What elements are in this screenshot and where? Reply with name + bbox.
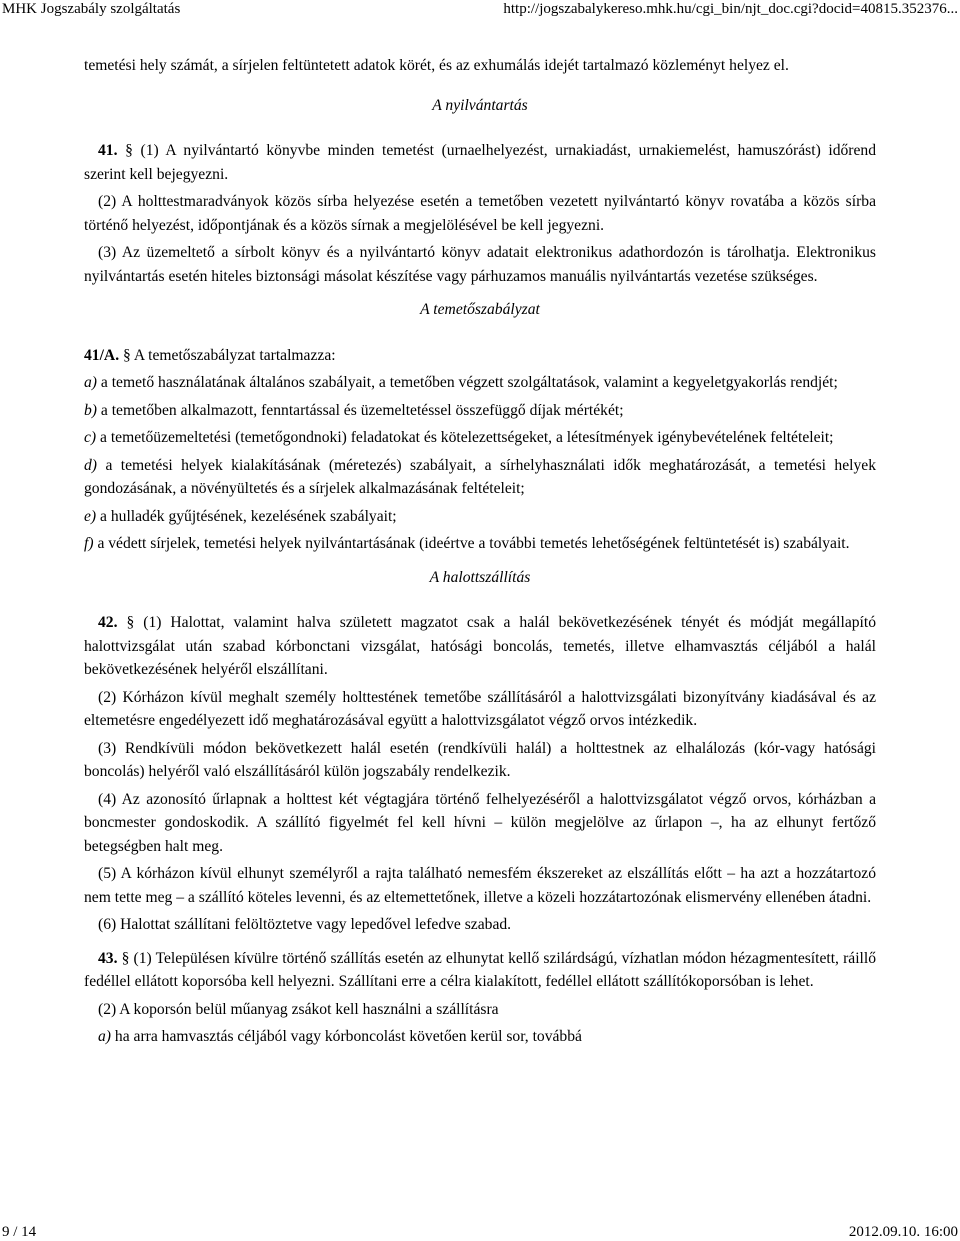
section-number-43: 43.	[98, 949, 118, 967]
list-item-text: a hulladék gyűjtésének, kezelésének szabályait;	[100, 507, 397, 525]
section-41a-intro	[84, 344, 876, 368]
list-item-text: a temető használatának általános szabályait, a temetőben végzett szolgáltatások, valamint a kegyeletgyakorlás rendjét;	[100, 374, 838, 391]
list-item-text: a temetési helyek kialakításának (méretezés) szabályait, a sírhelyhasználati idők meghatározását, a temetési helyek gondozásának, a növényültetés és a sírjelek alkalmazásának feltételeit;	[84, 456, 876, 497]
list-item-text: a védett sírjelek, temetési helyek nyilvántartásának (ideértve a további temetés lehetőségének feltüntetését is) szabályait.	[97, 535, 850, 552]
section-42-para-2: (2) Kórházon kívül meghalt személy holttestének temetőbe szállításáról a halottvizsgálati bizonyítvány kiadásával és az eltemetésre engedélyezett idő meghatározásával együtt a halottvizsgálatot végző orvos intézkedik.	[84, 688, 876, 729]
section-42-text-1: § (1) Halottat, valamint halva született magzatot csak a halál bekövetkezésének tényét és módját megállapító halottvizsgálat után szabad kórbonctani vizsgálat, hatósági boncolás, temetés, illetve elhamvasztás céljából a halál bekövetkezésének helyéről elszállítani.	[84, 614, 876, 678]
section-43-para-1	[84, 947, 876, 994]
section-41-para-2: (2) A holttestmaradványok közös sírba helyezése esetén a temetőben vezetett nyilvántartó könyv rovatába a közös sírba történő helyezést, időpontjának és a közös sírnak a megjelölésével be kell jegyezni.	[84, 193, 876, 234]
list-item-text: a temetőben alkalmazott, fenntartással és üzemeltetéssel összefüggő díjak mértékét;	[100, 401, 624, 419]
list-item-text: a temetőüzemeltetési (temetőgondnoki) feladatokat és kötelezettségeket, a létesítmények igénybevételének feltételeit;	[100, 429, 834, 446]
section-number-42: 42.	[98, 614, 118, 631]
list-item-marker: b)	[84, 401, 97, 419]
list-item	[84, 426, 876, 450]
print-timestamp: 2012.09.10. 16:00	[848, 1224, 958, 1240]
list-item-marker: e)	[84, 507, 97, 525]
section-42-para-6: (6) Halottat szállítani felöltöztetve vagy lepedővel lefedve szabad.	[98, 916, 512, 933]
list-item	[84, 371, 876, 395]
section-number-41a: 41/A.	[84, 346, 120, 364]
list-item-text: ha arra hamvasztás céljából vagy kórboncolást követően kerül sor, továbbá	[114, 1028, 582, 1045]
section-42-para-1	[84, 611, 876, 682]
list-item-marker: a)	[98, 1028, 111, 1045]
section-heading-halottszallitas: A halottszállítás	[429, 568, 531, 586]
section-43-item-a	[84, 1025, 876, 1049]
section-41a-intro-text: § A temetőszabályzat tartalmazza:	[123, 346, 336, 364]
list-item	[84, 454, 876, 501]
list-item-marker: f)	[84, 535, 94, 552]
section-42-para-5: (5) A kórházon kívül elhunyt személyről a rajta található nemesfém ékszereket az elszállítás előtt – ha azt a hozzátartozó nem tette meg – a szállító köteles levenni, és az eltemettetőnek, illetve a közeli hozzátartozónak elismervény ellenében átadni.	[84, 865, 876, 906]
section-43-text-1: § (1) Településen kívülre történő szállítás esetén az elhunytat kellő szilárdságú, vízhatlan módon hézagmentesített, ráillő fedéllel ellátott koporsóba kell helyezni. Szállítani erre a célra kialakított, fedéllel ellátott szállítókoporsóban is lehet.	[84, 949, 876, 990]
section-42-para-4: (4) Az azonosító űrlapnak a holttest két végtagjára történő felhelyezéséről a halottvizsgálatot végző orvos, kórházban a boncmester gondoskodik. A szállító figyelmét fel kell hívni – külön megjelölve az űrlapon –, ha az elhunyt fertőző betegségben halt meg.	[84, 790, 876, 855]
paragraph-continued: temetési hely számát, a sírjelen feltüntetett adatok körét, és az exhumálás idejét tartalmazó közleményt helyez el.	[84, 57, 789, 74]
page-header	[0, 0, 960, 20]
header-url[interactable]: http://jogszabalykereso.mhk.hu/cgi_bin/njt_doc.cgi?docid=40815.352376...	[503, 1, 958, 17]
section-number-41: 41.	[98, 142, 118, 159]
header-source: MHK Jogszabály szolgáltatás	[2, 1, 181, 17]
list-item	[84, 532, 876, 556]
list-item-marker: d)	[84, 456, 97, 474]
list-item-marker: a)	[84, 374, 97, 391]
section-41-text-1: § (1) A nyilvántartó könyvbe minden temetést (urnaelhelyezést, urnakiadást, urnakiemelést, hamuszórást) időrend szerint kell bejegyezni.	[84, 142, 876, 183]
list-item-marker: c)	[84, 429, 97, 446]
list-item	[84, 399, 876, 423]
section-heading-temetoszabalyzat: A temetőszabályzat	[420, 301, 540, 318]
section-43-para-2: (2) A koporsón belül műanyag zsákot kell használni a szállításra	[98, 1000, 499, 1018]
section-heading-nyilvantartas: A nyilvántartás	[432, 96, 528, 114]
section-41-para-3: (3) Az üzemeltető a sírbolt könyv és a nyilvántartó könyv adatait elektronikus adathordozón is tárolhatja. Elektronikus nyilvántartás esetén hiteles biztonsági másolat készítése vagy párhuzamos manuális nyilvántartás vezetése szükséges.	[84, 244, 876, 285]
page-footer	[0, 1224, 960, 1241]
page-number: 9 / 14	[2, 1224, 37, 1240]
section-41-para-1	[84, 139, 876, 186]
section-42-para-3: (3) Rendkívüli módon bekövetkezett halál esetén (rendkívüli halál) a holttestnek az elhalálozás (kór-vagy hatósági boncolás) helyéről való elszállításáról külön jogszabály rendelkezik.	[84, 739, 876, 780]
list-item	[84, 505, 876, 529]
document-body	[84, 54, 876, 1053]
